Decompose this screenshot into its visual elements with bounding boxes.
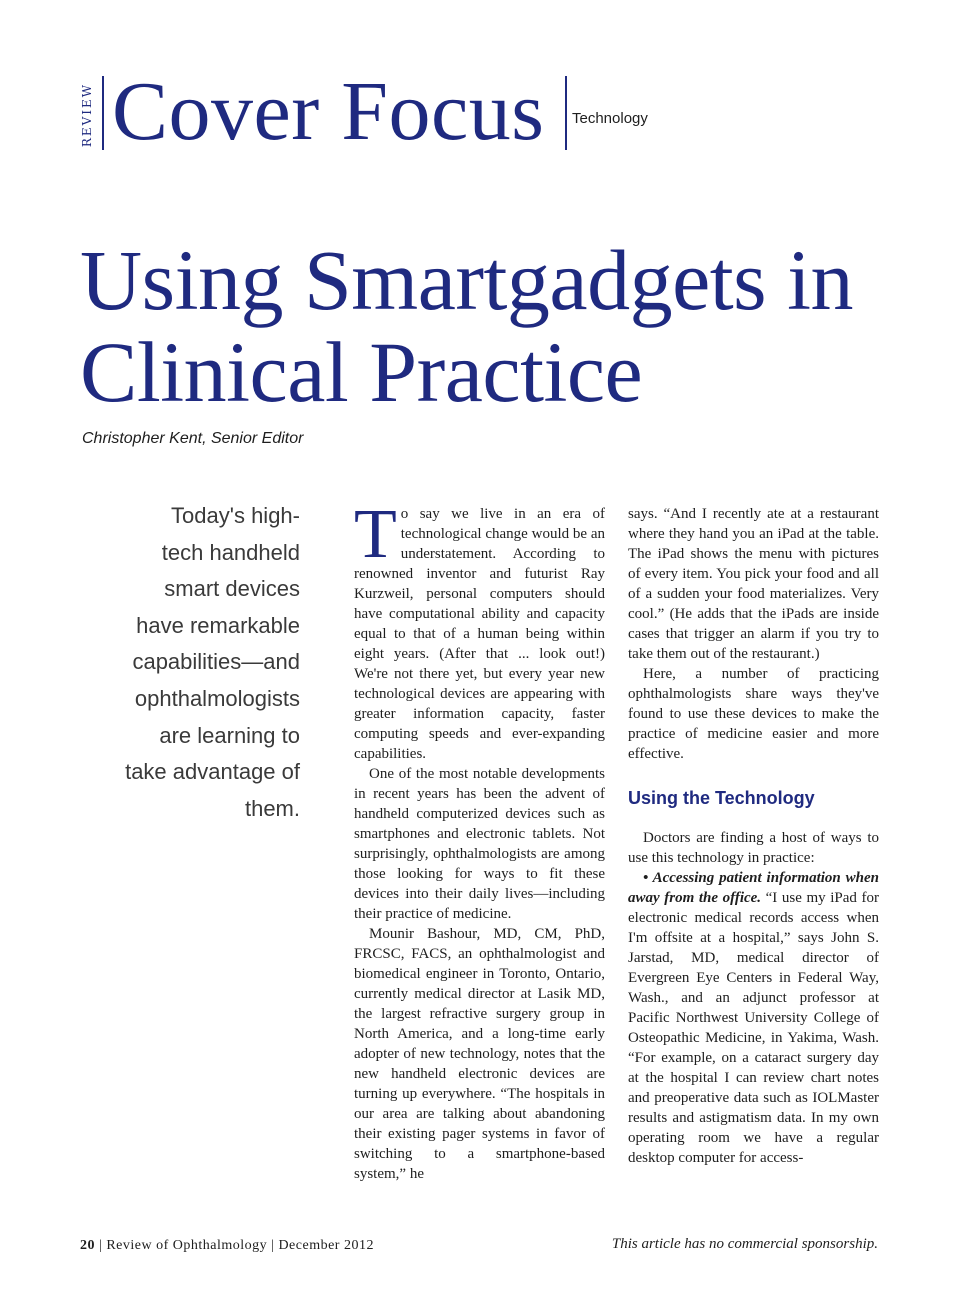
pull-quote-line: capabilities—and bbox=[132, 649, 300, 675]
bullet-lead: • Accessing patient information when away from the office. bbox=[628, 870, 879, 906]
header-divider-right bbox=[565, 76, 567, 150]
department-title: Cover Focus bbox=[112, 65, 545, 158]
body-column-1 bbox=[354, 496, 605, 1184]
review-tag-text: REVIEW bbox=[80, 82, 95, 148]
pull-quote-line: Today's high- bbox=[171, 503, 300, 528]
article-title bbox=[80, 234, 900, 418]
pull-quote-line: tech handheld bbox=[161, 539, 300, 565]
section-label: Technology bbox=[572, 110, 648, 127]
footer-separator: | bbox=[99, 1238, 103, 1253]
bullet-text: “I use my iPad for electronic medical records access when I'm offsite at a hospital,” says John S. Jarstad, MD, medical director of Evergreen Eye Centers in Federal Way, Wash., and an adjunct professor at Pacific Northwest University College of Osteopathic Medicine, in Yakima, Wash. “For example, on a cataract surgery day at the hospital I can review chart notes and preoperative data such as IOLMaster results and astigmatism data. In my own operating room we have a regular desktop computer for access- bbox=[628, 890, 879, 1166]
sponsorship-disclaimer: This article has no commercial sponsorship. bbox=[611, 1236, 878, 1252]
header-divider-left bbox=[102, 76, 104, 150]
department-header bbox=[78, 65, 698, 160]
pull-quote-line: are learning to bbox=[159, 722, 300, 748]
pull-quote-line: have remarkable bbox=[136, 612, 300, 638]
pull-quote-line: smart devices bbox=[164, 576, 300, 602]
body-paragraph bbox=[354, 496, 605, 764]
drop-cap: T bbox=[354, 496, 397, 573]
body-paragraph: says. “And I recently ate at a restaurant where they hand you an iPad at the table. The iPad shows the menu with pictures of every item. You pick your food and all of a sudden your food materializes. Very cool.” (He adds that the iPads are inside cases that trigger an alarm if you try to take them out of the restaurant.) bbox=[628, 506, 879, 662]
byline: Christopher Kent, Senior Editor bbox=[82, 430, 304, 447]
body-paragraph: Doctors are finding a host of ways to use this technology in practice: bbox=[628, 830, 879, 866]
review-tag bbox=[78, 80, 96, 150]
pull-quote-line: take advantage of bbox=[125, 759, 300, 785]
pull-quote-line: them. bbox=[244, 795, 300, 821]
page-footer bbox=[80, 1238, 374, 1254]
body-paragraph: One of the most notable developments in recent years has been the advent of handheld computerized devices such as smartphones and electronic tablets. Not surprisingly, ophthalmologists are among those looking for ways to fit these devices into their daily lives—including their practice of medicine. bbox=[354, 766, 605, 922]
pull-quote bbox=[110, 498, 300, 827]
paragraph-text: o say we live in an era of technological change would be an understatement. According to renowned inventor and futurist Ray Kurzweil, personal computers should have computational ability and capacity equal to that of a human being within eight years. (After that ... look out!) We're not there yet, but every year new technological devices are appearing with greater information capacity, faster computing speeds and ever-expanding capabilities. bbox=[354, 506, 605, 762]
bullet-paragraph bbox=[628, 868, 879, 1168]
body-paragraph: Mounir Bashour, MD, CM, PhD, FRCSC, FACS, an ophthalmologist and biomedical engineer in Toronto, Ontario, currently medical director at Lasik MD, the largest refractive surgery group in North America, and a long-time early adopter of new technology, notes that the new handheld electronic devices are turning up everywhere. “The hospitals in our area are talking about abandoning their existing pager systems in favor of switching to a smartphone-based system,” he bbox=[354, 926, 605, 1182]
body-column-2 bbox=[628, 504, 879, 1168]
section-heading: Using the Technology bbox=[628, 788, 815, 808]
publication-name: Review of Ophthalmology bbox=[106, 1238, 268, 1253]
pull-quote-line: ophthalmologists bbox=[134, 685, 300, 711]
article-title-line-1: Using Smartgadgets in bbox=[80, 232, 853, 328]
issue-date: December 2012 bbox=[278, 1238, 374, 1253]
footer-separator: | bbox=[271, 1238, 275, 1253]
body-paragraph: Here, a number of practicing ophthalmologists share ways they've found to use these devices to make the practice of medicine easier and more effective. bbox=[628, 666, 879, 762]
article-title-line-2: Clinical Practice bbox=[80, 324, 643, 420]
page-number: 20 bbox=[80, 1238, 95, 1253]
